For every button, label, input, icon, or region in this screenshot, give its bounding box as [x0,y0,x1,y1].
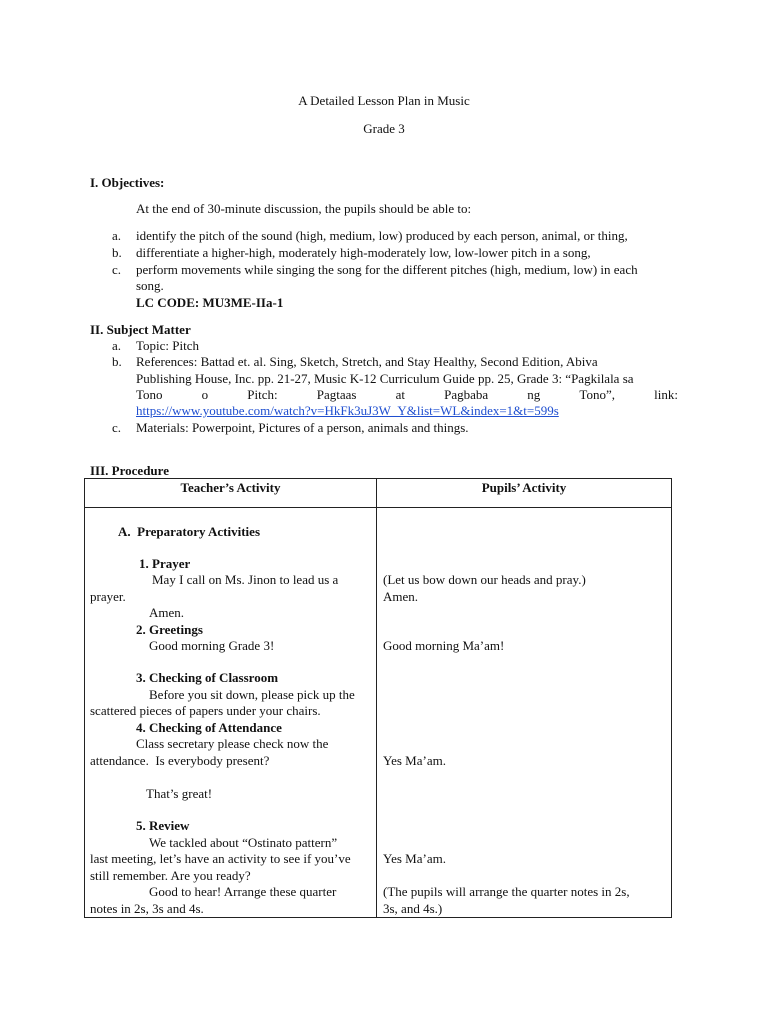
review-line1: We tackled about “Ostinato pattern” [149,835,338,850]
ref-word: at [395,387,405,402]
pupils-present-answer: Yes Ma’am. [383,753,446,768]
ref-word: Tono”, [579,387,615,402]
review-title: 5. Review [136,818,190,833]
pupils-prayer-line1: (Let us bow down our heads and pray.) [383,572,586,587]
procedure-heading: III. Procedure [90,463,169,478]
topic-marker: a. [112,338,122,353]
teacher-activity-header: Teacher’s Activity [85,479,377,508]
checking-line2: scattered pieces of papers under your chairs. [90,703,321,718]
prayer-title: 1. Prayer [139,556,191,571]
pupils-prayer-line2: Amen. [383,589,419,604]
attendance-line1: Class secretary please check now the [136,736,329,751]
pupils-arrange-line1: (The pupils will arrange the quarter notes in 2s, [383,884,630,899]
procedure-table-row [85,508,672,918]
pupils-arrange-line2: 3s, and 4s.) [383,901,443,916]
objectives-intro: At the end of 30-minute discussion, the pupils should be able to: [136,201,472,216]
ref-word: Tono [136,387,163,402]
topic-text: Topic: Pitch [136,338,200,353]
ref-word: ng [527,387,541,402]
references-line1: References: Battad et. al. Sing, Sketch, Stretch, and Stay Healthy, Second Edition, Abiva [136,354,598,369]
document-title: A Detailed Lesson Plan in Music [298,93,470,108]
teacher-activity-cell [85,508,377,918]
references-line2: Publishing House, Inc. pp. 21-27, Music K-12 Curriculum Guide pp. 25, Grade 3: “Pagkilala sa [136,371,634,386]
prayer-line2: prayer. [90,589,126,604]
ref-word: o [201,387,209,402]
ref-word: Pitch: [247,387,278,402]
greetings-title: 2. Greetings [136,622,203,637]
objective-a-marker: a. [112,228,122,243]
review-line2: last meeting, let’s have an activity to see if you’ve [90,851,351,866]
pupils-activity-cell [377,508,672,918]
attendance-line2: attendance. Is everybody present? [90,753,270,768]
objective-b-marker: b. [112,245,122,260]
pupils-greeting: Good morning Ma’am! [383,638,505,653]
lc-code: LC CODE: MU3ME-IIa-1 [136,295,284,310]
ref-word: Pagtaas [316,387,357,402]
objective-c-marker: c. [112,262,122,277]
objective-b-text: differentiate a higher-high, moderately high-moderately low, low-lower pitch in a song, [136,245,591,260]
ref-word: link: [654,387,678,402]
attendance-title: 4. Checking of Attendance [136,720,282,735]
procedure-table-header [85,479,672,508]
grade-label: Grade 3 [363,121,405,136]
checking-line1: Before you sit down, please pick up the [149,687,355,702]
pupils-ready-answer: Yes Ma’am. [383,851,446,866]
review-line4: Good to hear! Arrange these quarter [149,884,337,899]
subject-matter-heading: II. Subject Matter [90,322,191,337]
thats-great-text: That’s great! [146,786,213,801]
pupils-activity-header: Pupils’ Activity [377,479,672,508]
references-marker: b. [112,354,122,369]
objectives-heading: I. Objectives: [90,175,165,190]
checking-classroom-title: 3. Checking of Classroom [136,670,279,685]
review-line5: notes in 2s, 3s and 4s. [90,901,204,916]
objective-c-line2: song. [136,278,164,293]
ref-word: Pagbaba [444,387,489,402]
amen-text: Amen. [149,605,185,620]
materials-marker: c. [112,420,122,435]
prayer-line1: May I call on Ms. Jinon to lead us a [152,572,339,587]
greetings-text: Good morning Grade 3! [149,638,275,653]
references-line3 [136,386,678,403]
objective-a-text: identify the pitch of the sound (high, medium, low) produced by each person, animal, or thing, [136,228,628,243]
section-a-title: A. Preparatory Activities [118,524,260,539]
materials-text: Materials: Powerpoint, Pictures of a person, animals and things. [136,420,469,435]
review-line3: still remember. Are you ready? [90,868,251,883]
procedure-table [84,478,672,918]
objective-c-line1: perform movements while singing the song for the different pitches (high, medium, low) in each [136,262,638,277]
youtube-link[interactable]: https://www.youtube.com/watch?v=HkFk3uJ3W_Y&list=WL&index=1&t=599s [136,403,559,418]
